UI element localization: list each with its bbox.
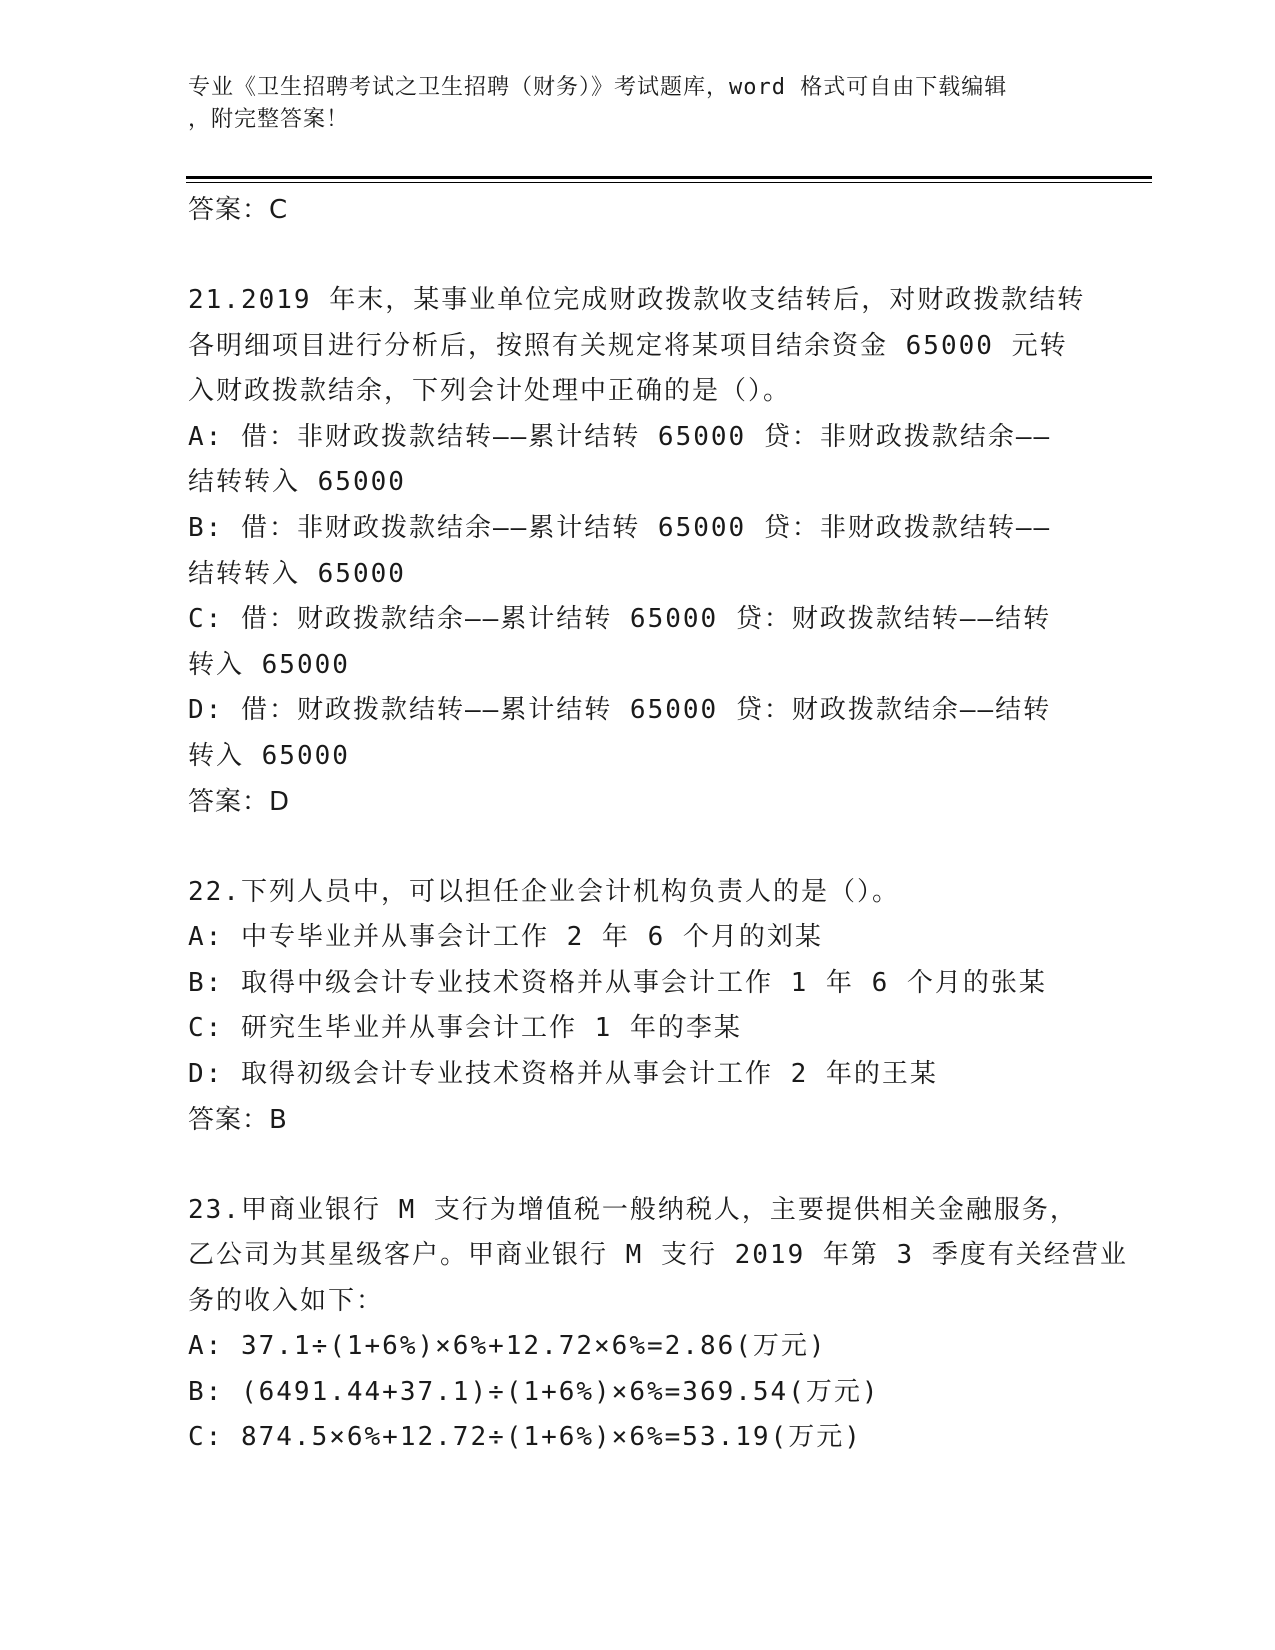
question-stem-line: 乙公司为其星级客户。甲商业银行 M 支行 2019 年第 3 季度有关经营业 (188, 1240, 1128, 1271)
header-line-1: 专业《卫生招聘考试之卫生招聘（财务）》考试题库，word 格式可自由下载编辑 (188, 75, 1008, 100)
header-line-2: ，附完整答案！ (188, 107, 350, 132)
question-21 (188, 278, 1086, 825)
question-stem-line: 22.下列人员中，可以担任企业会计机构负责人的是（）。 (188, 876, 900, 907)
header-divider-thin (186, 182, 1152, 183)
option-a: A: 37.1÷(1+6%)×6%+12.72×6%=2.86(万元) (188, 1331, 827, 1362)
option-b: B: (6491.44+37.1)÷(1+6%)×6%=369.54(万元) (188, 1376, 880, 1407)
option-c: C: 研究生毕业并从事会计工作 1 年的李某 (188, 1013, 742, 1044)
option-a-line: A: 借：非财政拨款结转——累计结转 65000 贷：非财政拨款结余—— (188, 421, 1052, 452)
question-stem-line: 各明细项目进行分析后，按照有关规定将某项目结余资金 65000 元转 (188, 330, 1068, 361)
option-d: D: 取得初级会计专业技术资格并从事会计工作 2 年的王某 (188, 1058, 938, 1089)
header-divider-thick (186, 176, 1152, 179)
option-d-line: 转入 65000 (188, 740, 350, 771)
document-header (188, 72, 1088, 136)
question-22 (188, 870, 1078, 1143)
spacer (188, 233, 1078, 278)
option-a: A: 中专毕业并从事会计工作 2 年 6 个月的刘某 (188, 922, 823, 953)
spacer (188, 1143, 1078, 1188)
question-stem-line: 务的收入如下： (188, 1285, 385, 1316)
answer-q22: 答案：B (188, 1104, 288, 1135)
spacer (188, 825, 1078, 870)
option-c-line: 转入 65000 (188, 649, 350, 680)
option-b-line: 结转转入 65000 (188, 558, 406, 589)
question-stem-line: 21.2019 年末，某事业单位完成财政拨款收支结转后，对财政拨款结转 (188, 285, 1086, 315)
option-c: C: 874.5×6%+12.72÷(1+6%)×6%=53.19(万元) (188, 1422, 862, 1453)
document-body (188, 188, 1128, 1461)
option-b-line: B: 借：非财政拨款结余——累计结转 65000 贷：非财政拨款结转—— (188, 512, 1052, 543)
option-a-line: 结转转入 65000 (188, 467, 406, 498)
answer-q20: 答案：C (188, 195, 289, 225)
question-stem-line: 23.甲商业银行 M 支行为增值税一般纳税人，主要提供相关金融服务， (188, 1194, 1078, 1225)
answer-q21: 答案：D (188, 786, 291, 817)
question-23 (188, 1188, 1128, 1462)
option-d-line: D: 借：财政拨款结转——累计结转 65000 贷：财政拨款结余——结转 (188, 695, 1052, 726)
option-b: B: 取得中级会计专业技术资格并从事会计工作 1 年 6 个月的张某 (188, 967, 1047, 998)
option-c-line: C: 借：财政拨款结余——累计结转 65000 贷：财政拨款结转——结转 (188, 604, 1052, 635)
question-stem-line: 入财政拨款结余，下列会计处理中正确的是（）。 (188, 376, 792, 407)
